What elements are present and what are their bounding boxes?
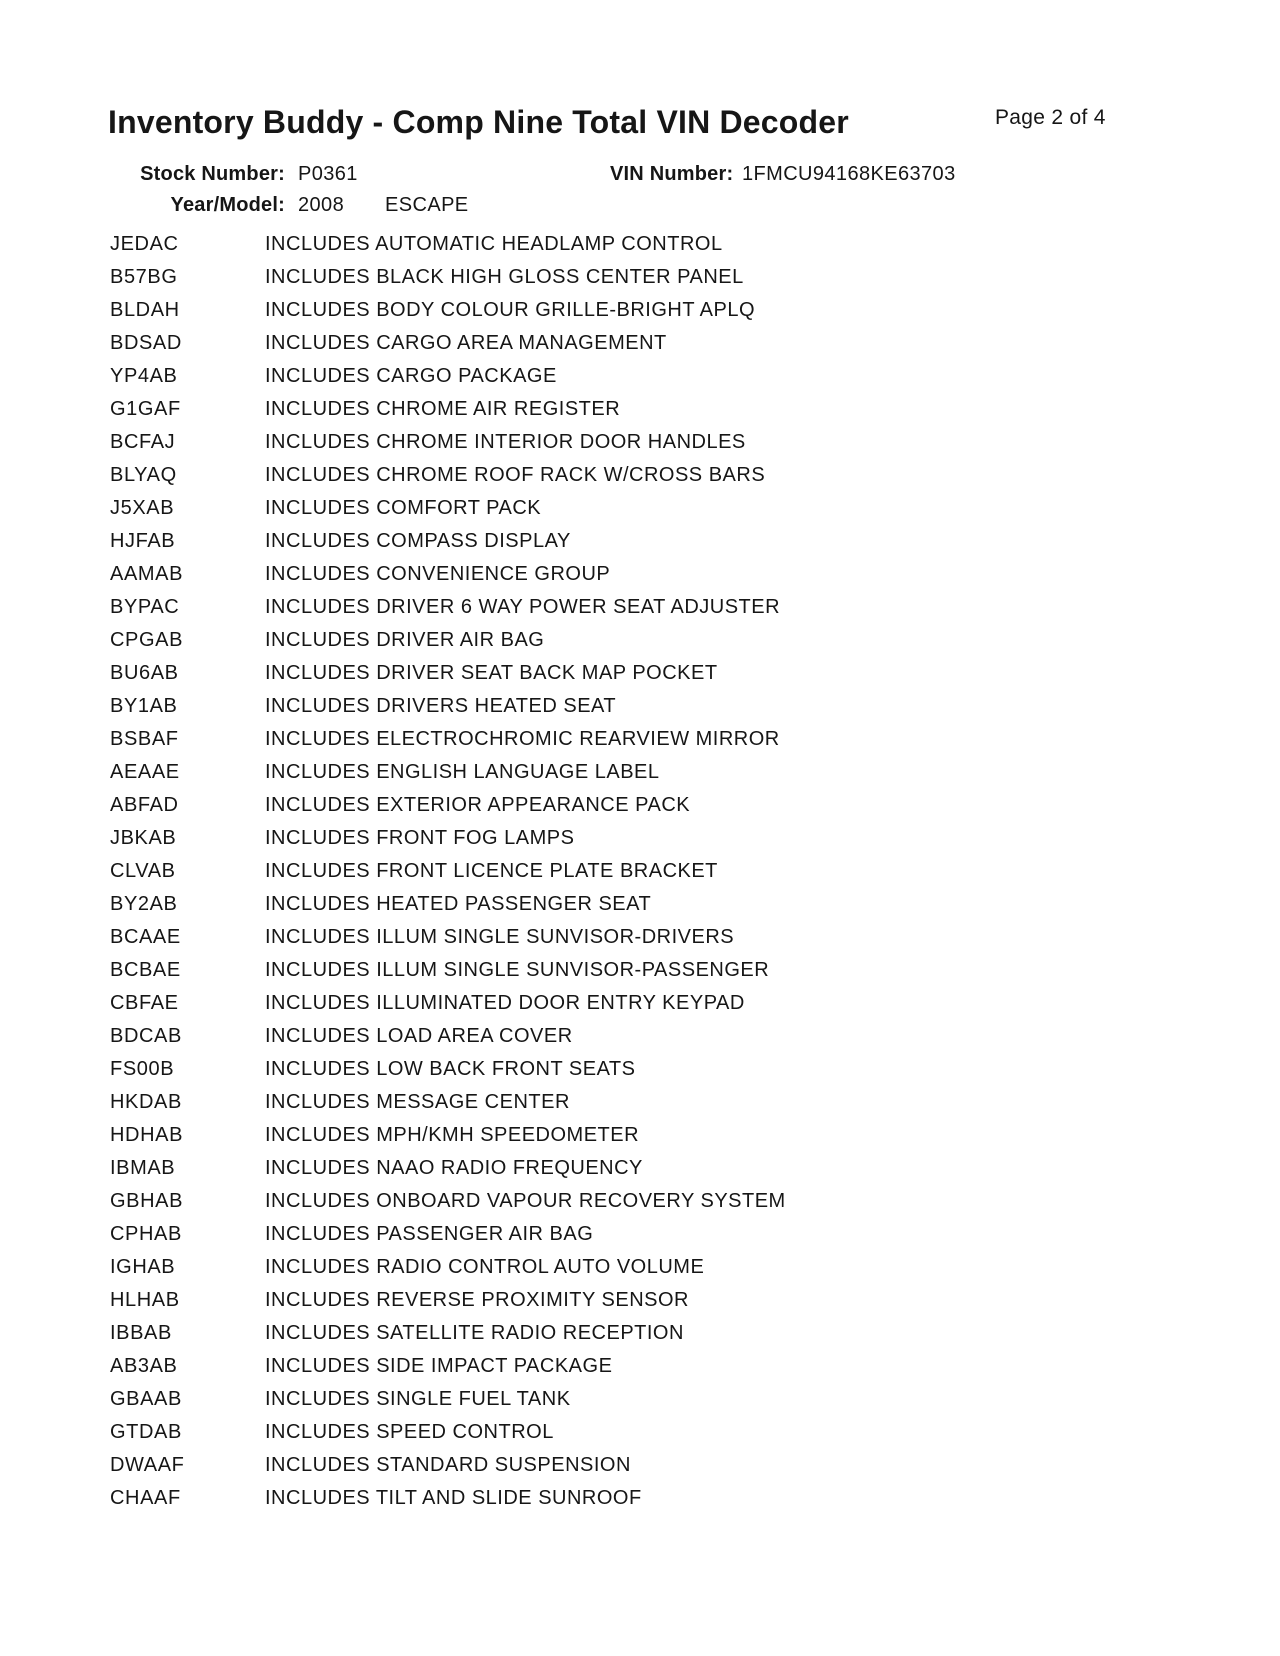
model-value: ESCAPE bbox=[385, 194, 469, 216]
year-value: 2008 bbox=[298, 194, 345, 216]
option-code: HJFAB bbox=[110, 530, 176, 552]
option-row bbox=[0, 625, 1280, 658]
option-row bbox=[0, 1087, 1280, 1120]
options-list bbox=[0, 229, 1280, 1516]
option-code: JBKAB bbox=[110, 827, 177, 849]
option-description: INCLUDES SINGLE FUEL TANK bbox=[265, 1388, 571, 1410]
option-description: INCLUDES ILLUMINATED DOOR ENTRY KEYPAD bbox=[265, 992, 745, 1014]
option-row bbox=[0, 592, 1280, 625]
page-title: Inventory Buddy - Comp Nine Total VIN Decoder bbox=[108, 104, 849, 140]
option-description: INCLUDES CONVENIENCE GROUP bbox=[265, 563, 611, 585]
option-description: INCLUDES ILLUM SINGLE SUNVISOR-PASSENGER bbox=[265, 959, 770, 981]
option-description: INCLUDES MPH/KMH SPEEDOMETER bbox=[265, 1124, 640, 1146]
option-code: HDHAB bbox=[110, 1124, 184, 1146]
option-row bbox=[0, 427, 1280, 460]
option-description: INCLUDES REVERSE PROXIMITY SENSOR bbox=[265, 1289, 689, 1311]
option-description: INCLUDES MESSAGE CENTER bbox=[265, 1091, 570, 1113]
option-code: CPGAB bbox=[110, 629, 184, 651]
option-row bbox=[0, 1318, 1280, 1351]
option-code: HKDAB bbox=[110, 1091, 182, 1113]
option-description: INCLUDES LOAD AREA COVER bbox=[265, 1025, 573, 1047]
option-description: INCLUDES CARGO PACKAGE bbox=[265, 365, 557, 387]
option-description: INCLUDES DRIVERS HEATED SEAT bbox=[265, 695, 617, 717]
option-code: DWAAF bbox=[110, 1454, 185, 1476]
option-description: INCLUDES RADIO CONTROL AUTO VOLUME bbox=[265, 1256, 705, 1278]
option-code: CHAAF bbox=[110, 1487, 181, 1509]
option-code: BLYAQ bbox=[110, 464, 177, 486]
option-row bbox=[0, 955, 1280, 988]
option-row bbox=[0, 526, 1280, 559]
option-code: ABFAD bbox=[110, 794, 179, 816]
option-description: INCLUDES NAAO RADIO FREQUENCY bbox=[265, 1157, 643, 1179]
option-description: INCLUDES SIDE IMPACT PACKAGE bbox=[265, 1355, 613, 1377]
option-description: INCLUDES DRIVER AIR BAG bbox=[265, 629, 545, 651]
option-row bbox=[0, 1450, 1280, 1483]
option-code: CBFAE bbox=[110, 992, 179, 1014]
option-description: INCLUDES PASSENGER AIR BAG bbox=[265, 1223, 594, 1245]
option-code: G1GAF bbox=[110, 398, 181, 420]
option-row bbox=[0, 922, 1280, 955]
vin-number-value: 1FMCU94168KE63703 bbox=[742, 163, 956, 185]
option-code: JEDAC bbox=[110, 233, 179, 255]
option-row bbox=[0, 757, 1280, 790]
year-model-label: Year/Model: bbox=[170, 194, 285, 216]
option-row bbox=[0, 724, 1280, 757]
option-code: GBAAB bbox=[110, 1388, 182, 1410]
option-code: HLHAB bbox=[110, 1289, 180, 1311]
vin-number-label: VIN Number: bbox=[610, 163, 734, 185]
option-row bbox=[0, 1384, 1280, 1417]
option-code: BCAAE bbox=[110, 926, 181, 948]
option-row bbox=[0, 856, 1280, 889]
page-indicator: Page 2 of 4 bbox=[995, 106, 1106, 129]
option-code: BCFAJ bbox=[110, 431, 176, 453]
option-code: FS00B bbox=[110, 1058, 175, 1080]
option-row bbox=[0, 262, 1280, 295]
option-row bbox=[0, 1021, 1280, 1054]
option-code: BSBAF bbox=[110, 728, 179, 750]
option-description: INCLUDES CHROME AIR REGISTER bbox=[265, 398, 621, 420]
option-description: INCLUDES CHROME INTERIOR DOOR HANDLES bbox=[265, 431, 746, 453]
option-description: INCLUDES DRIVER 6 WAY POWER SEAT ADJUSTER bbox=[265, 596, 781, 618]
option-description: INCLUDES ONBOARD VAPOUR RECOVERY SYSTEM bbox=[265, 1190, 786, 1212]
option-row bbox=[0, 1417, 1280, 1450]
option-description: INCLUDES CARGO AREA MANAGEMENT bbox=[265, 332, 667, 354]
option-code: BY2AB bbox=[110, 893, 178, 915]
option-description: INCLUDES TILT AND SLIDE SUNROOF bbox=[265, 1487, 642, 1509]
option-code: BY1AB bbox=[110, 695, 178, 717]
option-row bbox=[0, 229, 1280, 262]
option-code: IBBAB bbox=[110, 1322, 172, 1344]
option-row bbox=[0, 658, 1280, 691]
option-code: BLDAH bbox=[110, 299, 180, 321]
option-row bbox=[0, 460, 1280, 493]
option-code: BYPAC bbox=[110, 596, 180, 618]
option-code: BU6AB bbox=[110, 662, 179, 684]
option-description: INCLUDES DRIVER SEAT BACK MAP POCKET bbox=[265, 662, 718, 684]
option-description: INCLUDES COMPASS DISPLAY bbox=[265, 530, 571, 552]
option-row bbox=[0, 790, 1280, 823]
option-row bbox=[0, 1120, 1280, 1153]
option-description: INCLUDES ELECTROCHROMIC REARVIEW MIRROR bbox=[265, 728, 780, 750]
option-code: J5XAB bbox=[110, 497, 175, 519]
option-code: GBHAB bbox=[110, 1190, 184, 1212]
option-row bbox=[0, 988, 1280, 1021]
option-description: INCLUDES FRONT LICENCE PLATE BRACKET bbox=[265, 860, 718, 882]
option-row bbox=[0, 394, 1280, 427]
option-row bbox=[0, 691, 1280, 724]
option-row bbox=[0, 559, 1280, 592]
option-row bbox=[0, 889, 1280, 922]
option-description: INCLUDES ENGLISH LANGUAGE LABEL bbox=[265, 761, 660, 783]
option-row bbox=[0, 1219, 1280, 1252]
option-code: AAMAB bbox=[110, 563, 184, 585]
option-code: B57BG bbox=[110, 266, 178, 288]
option-description: INCLUDES BLACK HIGH GLOSS CENTER PANEL bbox=[265, 266, 744, 288]
option-description: INCLUDES STANDARD SUSPENSION bbox=[265, 1454, 631, 1476]
option-description: INCLUDES LOW BACK FRONT SEATS bbox=[265, 1058, 636, 1080]
option-row bbox=[0, 1153, 1280, 1186]
option-description: INCLUDES EXTERIOR APPEARANCE PACK bbox=[265, 794, 691, 816]
stock-number-label: Stock Number: bbox=[140, 163, 285, 185]
option-code: IGHAB bbox=[110, 1256, 176, 1278]
option-row bbox=[0, 1186, 1280, 1219]
option-code: BDCAB bbox=[110, 1025, 182, 1047]
option-description: INCLUDES CHROME ROOF RACK W/CROSS BARS bbox=[265, 464, 766, 486]
option-row bbox=[0, 1054, 1280, 1087]
option-row bbox=[0, 493, 1280, 526]
option-description: INCLUDES ILLUM SINGLE SUNVISOR-DRIVERS bbox=[265, 926, 735, 948]
option-description: INCLUDES SATELLITE RADIO RECEPTION bbox=[265, 1322, 684, 1344]
option-description: INCLUDES FRONT FOG LAMPS bbox=[265, 827, 575, 849]
option-description: INCLUDES AUTOMATIC HEADLAMP CONTROL bbox=[265, 233, 723, 255]
option-code: GTDAB bbox=[110, 1421, 182, 1443]
option-row bbox=[0, 823, 1280, 856]
option-code: AEAAE bbox=[110, 761, 180, 783]
option-code: BCBAE bbox=[110, 959, 181, 981]
option-code: IBMAB bbox=[110, 1157, 176, 1179]
option-code: AB3AB bbox=[110, 1355, 178, 1377]
option-description: INCLUDES HEATED PASSENGER SEAT bbox=[265, 893, 652, 915]
option-description: INCLUDES COMFORT PACK bbox=[265, 497, 542, 519]
option-description: INCLUDES BODY COLOUR GRILLE-BRIGHT APLQ bbox=[265, 299, 755, 321]
option-row bbox=[0, 295, 1280, 328]
option-row bbox=[0, 361, 1280, 394]
option-code: CPHAB bbox=[110, 1223, 182, 1245]
option-row bbox=[0, 1483, 1280, 1516]
option-code: BDSAD bbox=[110, 332, 182, 354]
option-row bbox=[0, 1351, 1280, 1384]
option-code: CLVAB bbox=[110, 860, 176, 882]
option-description: INCLUDES SPEED CONTROL bbox=[265, 1421, 554, 1443]
option-row bbox=[0, 1285, 1280, 1318]
option-row bbox=[0, 328, 1280, 361]
stock-number-value: P0361 bbox=[298, 163, 358, 185]
option-code: YP4AB bbox=[110, 365, 178, 387]
option-row bbox=[0, 1252, 1280, 1285]
